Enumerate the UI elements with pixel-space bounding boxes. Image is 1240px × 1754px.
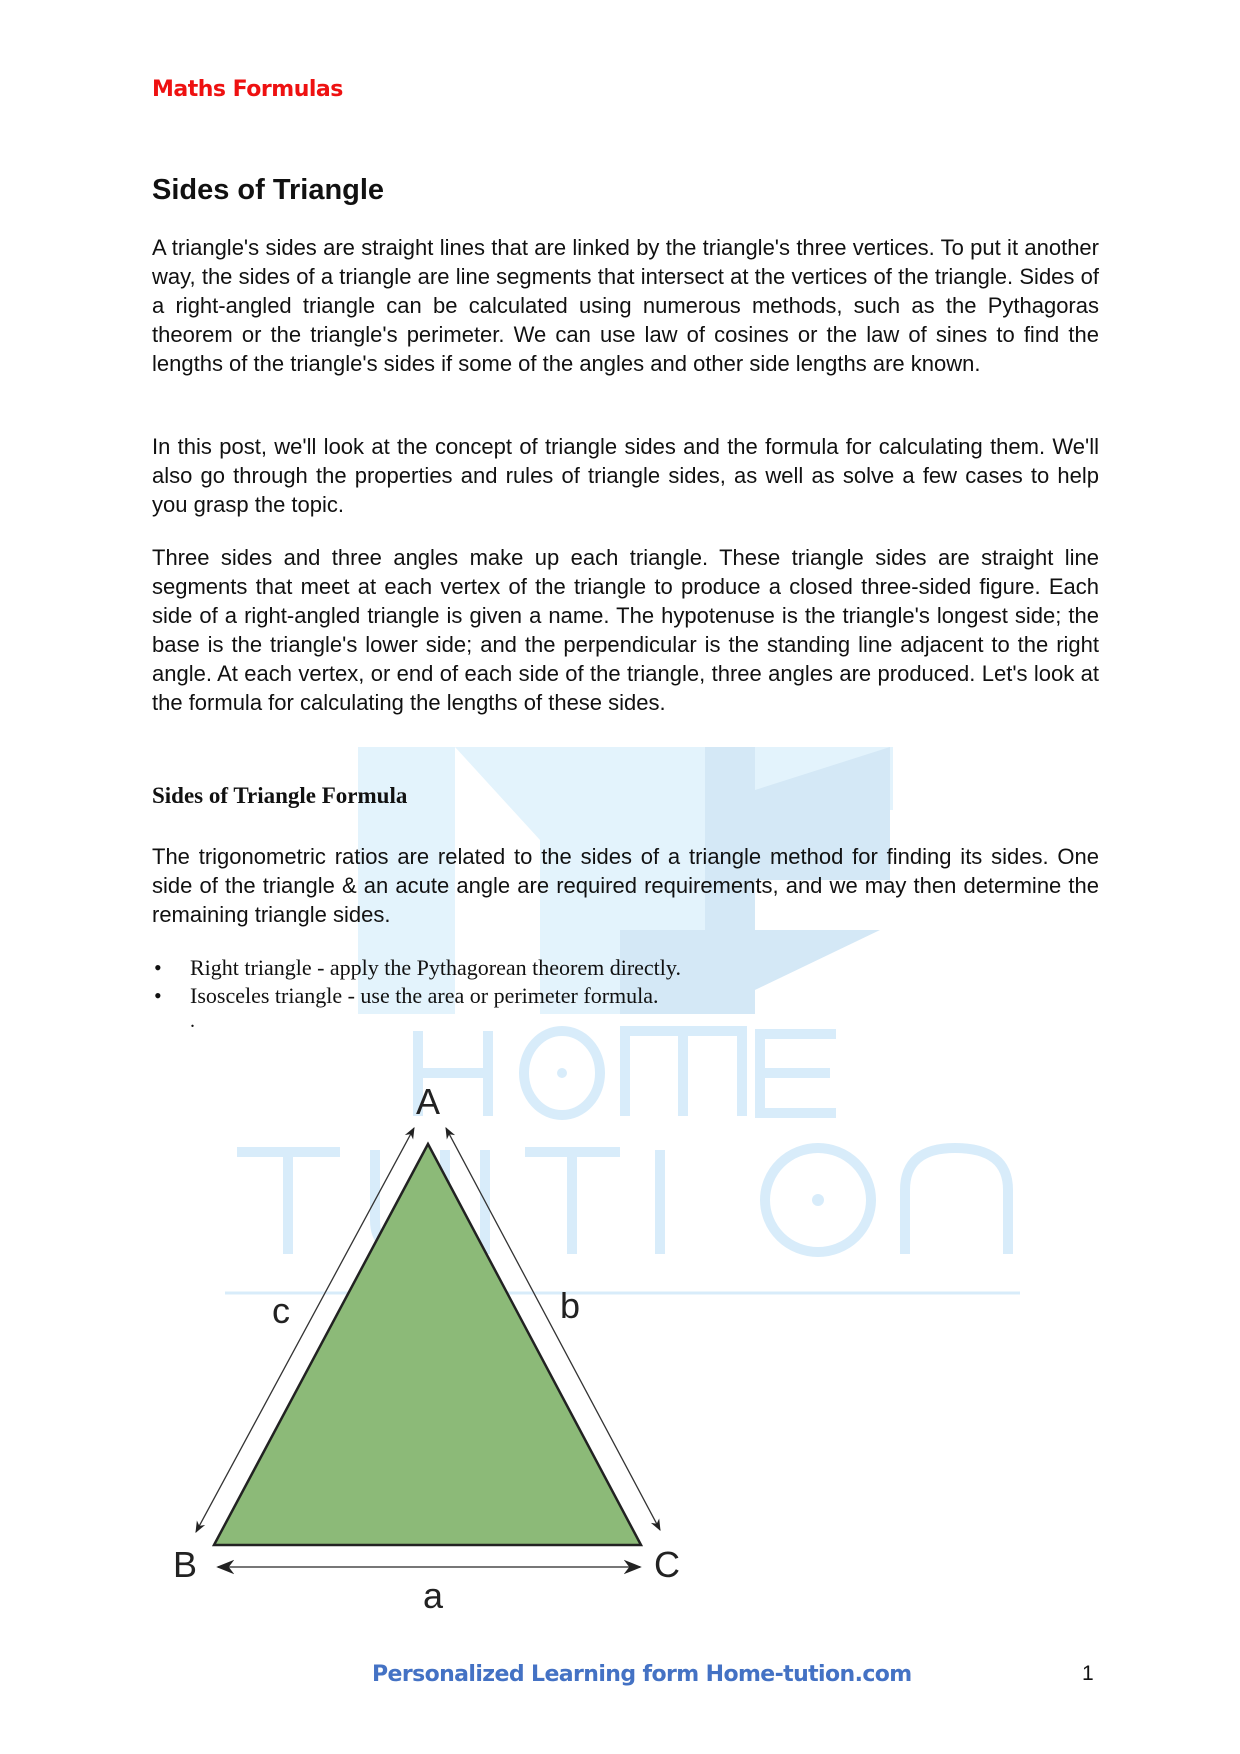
vertex-label-a: A: [415, 1081, 441, 1122]
triangle-shape: [214, 1144, 641, 1545]
side-label-a: a: [422, 1575, 444, 1616]
stray-mark: .: [190, 1010, 195, 1032]
list-item: [152, 954, 681, 982]
vertex-label-c: C: [654, 1544, 680, 1585]
bullet-icon: •: [154, 955, 162, 980]
side-label-b: b: [559, 1285, 581, 1326]
footer-text: Personalized Learning form Home-tution.com: [372, 1662, 912, 1687]
section-heading: Sides of Triangle Formula: [152, 783, 408, 808]
list-item-text: Right triangle - apply the Pythagorean theorem directly.: [190, 955, 681, 980]
bullet-icon: •: [154, 983, 162, 1008]
paragraph-post: In this post, we'll look at the concept of triangle sides and the formula for calculating them. We'll also go through the properties and rules of triangle sides, as well as solve a few cases to help you grasp the topic.: [152, 434, 1099, 517]
list-item-text: Isosceles triangle - use the area or perimeter formula.: [190, 983, 659, 1008]
vertex-label-b: B: [172, 1544, 198, 1585]
page-number: 1: [1082, 1662, 1094, 1685]
side-label-c: c: [272, 1290, 290, 1331]
bullet-list: [152, 954, 681, 1010]
list-item: [152, 982, 681, 1010]
paragraph-sides: Three sides and three angles make up each triangle. These triangle sides are straight line segments that meet at each vertex of the triangle to produce a closed three-sided figure. Each side of a right-angled triangle is given a name. The hypotenuse is the triangle's longest side; the base is the triangle's lower side; and the perpendicular is the standing line adjacent to the right angle. At each vertex, or end of each side of the triangle, three angles are produced. Let's look at the formula for calculating the lengths of these sides.: [152, 545, 1099, 715]
paragraph-intro: A triangle's sides are straight lines that are linked by the triangle's three vertices. To put it another way, the sides of a triangle are line segments that intersect at the vertices of the triangle. Sides of a right-angled triangle can be calculated using numerous methods, such as the Pythagoras theorem or the triangle's perimeter. We can use law of cosines or the law of sines to find the lengths of the triangle's sides if some of the angles and other side lengths are known.: [152, 235, 1099, 376]
paragraph-formula: The trigonometric ratios are related to the sides of a triangle method for finding its sides. One side of the triangle & an acute angle are required requirements, and we may then determine the remaining triangle sides.: [152, 844, 1099, 927]
document-header: Maths Formulas: [152, 77, 343, 102]
triangle-diagram: [150, 1070, 710, 1616]
page-title: Sides of Triangle: [152, 174, 385, 206]
